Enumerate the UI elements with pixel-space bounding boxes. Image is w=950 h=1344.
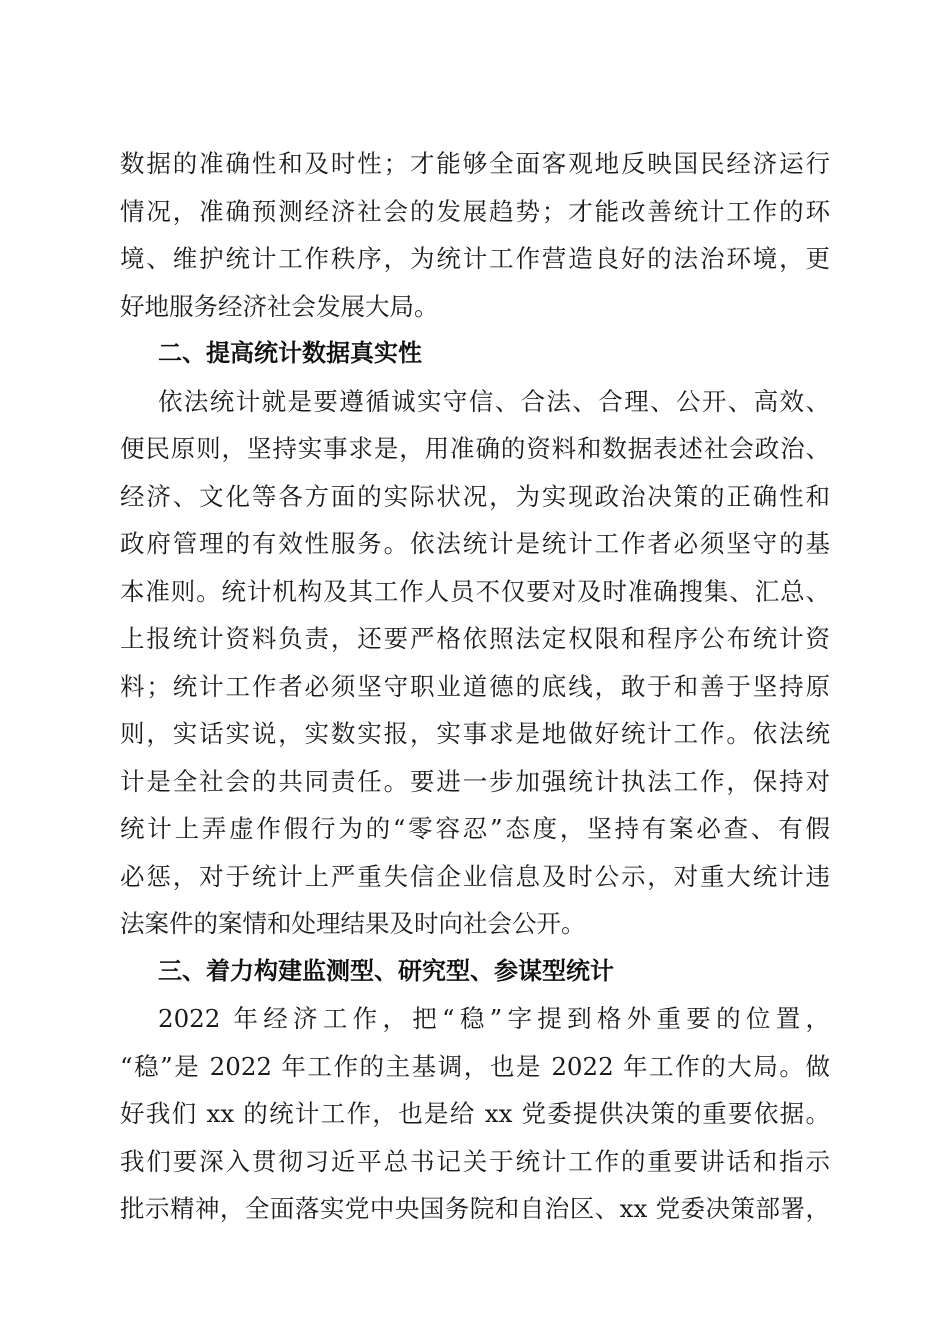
section-heading-3: 三、着力构建监测型、研究型、参谋型统计: [158, 956, 614, 985]
paragraph-line: 政府管理的有效性服务。依法统计是统计工作者必须坚守的基: [120, 529, 830, 558]
paragraph-line: 2022 年经济工作，把“稳”字提到格外重要的位置，: [158, 1004, 830, 1033]
document-body: [120, 140, 830, 1233]
paragraph-line: 则，实话实说，实数实报，实事求是地做好统计工作。依法统: [120, 719, 830, 748]
paragraph-line: 统计上弄虚作假行为的“零容忍”态度，坚持有案必查、有假: [120, 814, 830, 843]
paragraph-line: 好地服务经济社会发展大局。: [120, 291, 439, 321]
paragraph-line: 境、维护统计工作秩序，为统计工作营造良好的法治环境，更: [120, 244, 830, 273]
paragraph-line: 情况，准确预测经济社会的发展趋势；才能改善统计工作的环: [120, 196, 830, 226]
paragraph-line: 依法统计就是要遵循诚实守信、合法、合理、公开、高效、: [158, 386, 830, 416]
paragraph-line: 法案件的案情和处理结果及时向社会公开。: [120, 909, 586, 938]
paragraph-line: 料；统计工作者必须坚守职业道德的底线，敢于和善于坚持原: [120, 671, 830, 701]
section-heading-2: 二、提高统计数据真实性: [158, 339, 422, 367]
paragraph-line: 便民原则，坚持实事求是，用准确的资料和数据表述社会政治、: [120, 434, 830, 463]
paragraph-line: 必惩，对于统计上严重失信企业信息及时公示，对重大统计违: [120, 861, 830, 891]
paragraph-line: 本准则。统计机构及其工作人员不仅要对及时准确搜集、汇总、: [120, 576, 830, 606]
paragraph-line: 数据的准确性和及时性；才能够全面客观地反映国民经济运行: [120, 149, 830, 178]
paragraph-line: 经济、文化等各方面的实际状况，为实现政治决策的正确性和: [120, 481, 830, 511]
paragraph-line: 上报统计资料负责，还要严格依照法定权限和程序公布统计资: [120, 624, 830, 653]
paragraph-line: 好我们 xx 的统计工作，也是给 xx 党委提供决策的重要依据。: [120, 1099, 830, 1128]
paragraph-line: 批示精神，全面落实党中央国务院和自治区、xx 党委决策部署，: [120, 1194, 830, 1223]
paragraph-line: 计是全社会的共同责任。要进一步加强统计执法工作，保持对: [120, 766, 830, 796]
paragraph-line: 我们要深入贯彻习近平总书记关于统计工作的重要讲话和指示: [120, 1146, 830, 1176]
paragraph-line: “稳”是 2022 年工作的主基调，也是 2022 年工作的大局。做: [120, 1051, 830, 1081]
